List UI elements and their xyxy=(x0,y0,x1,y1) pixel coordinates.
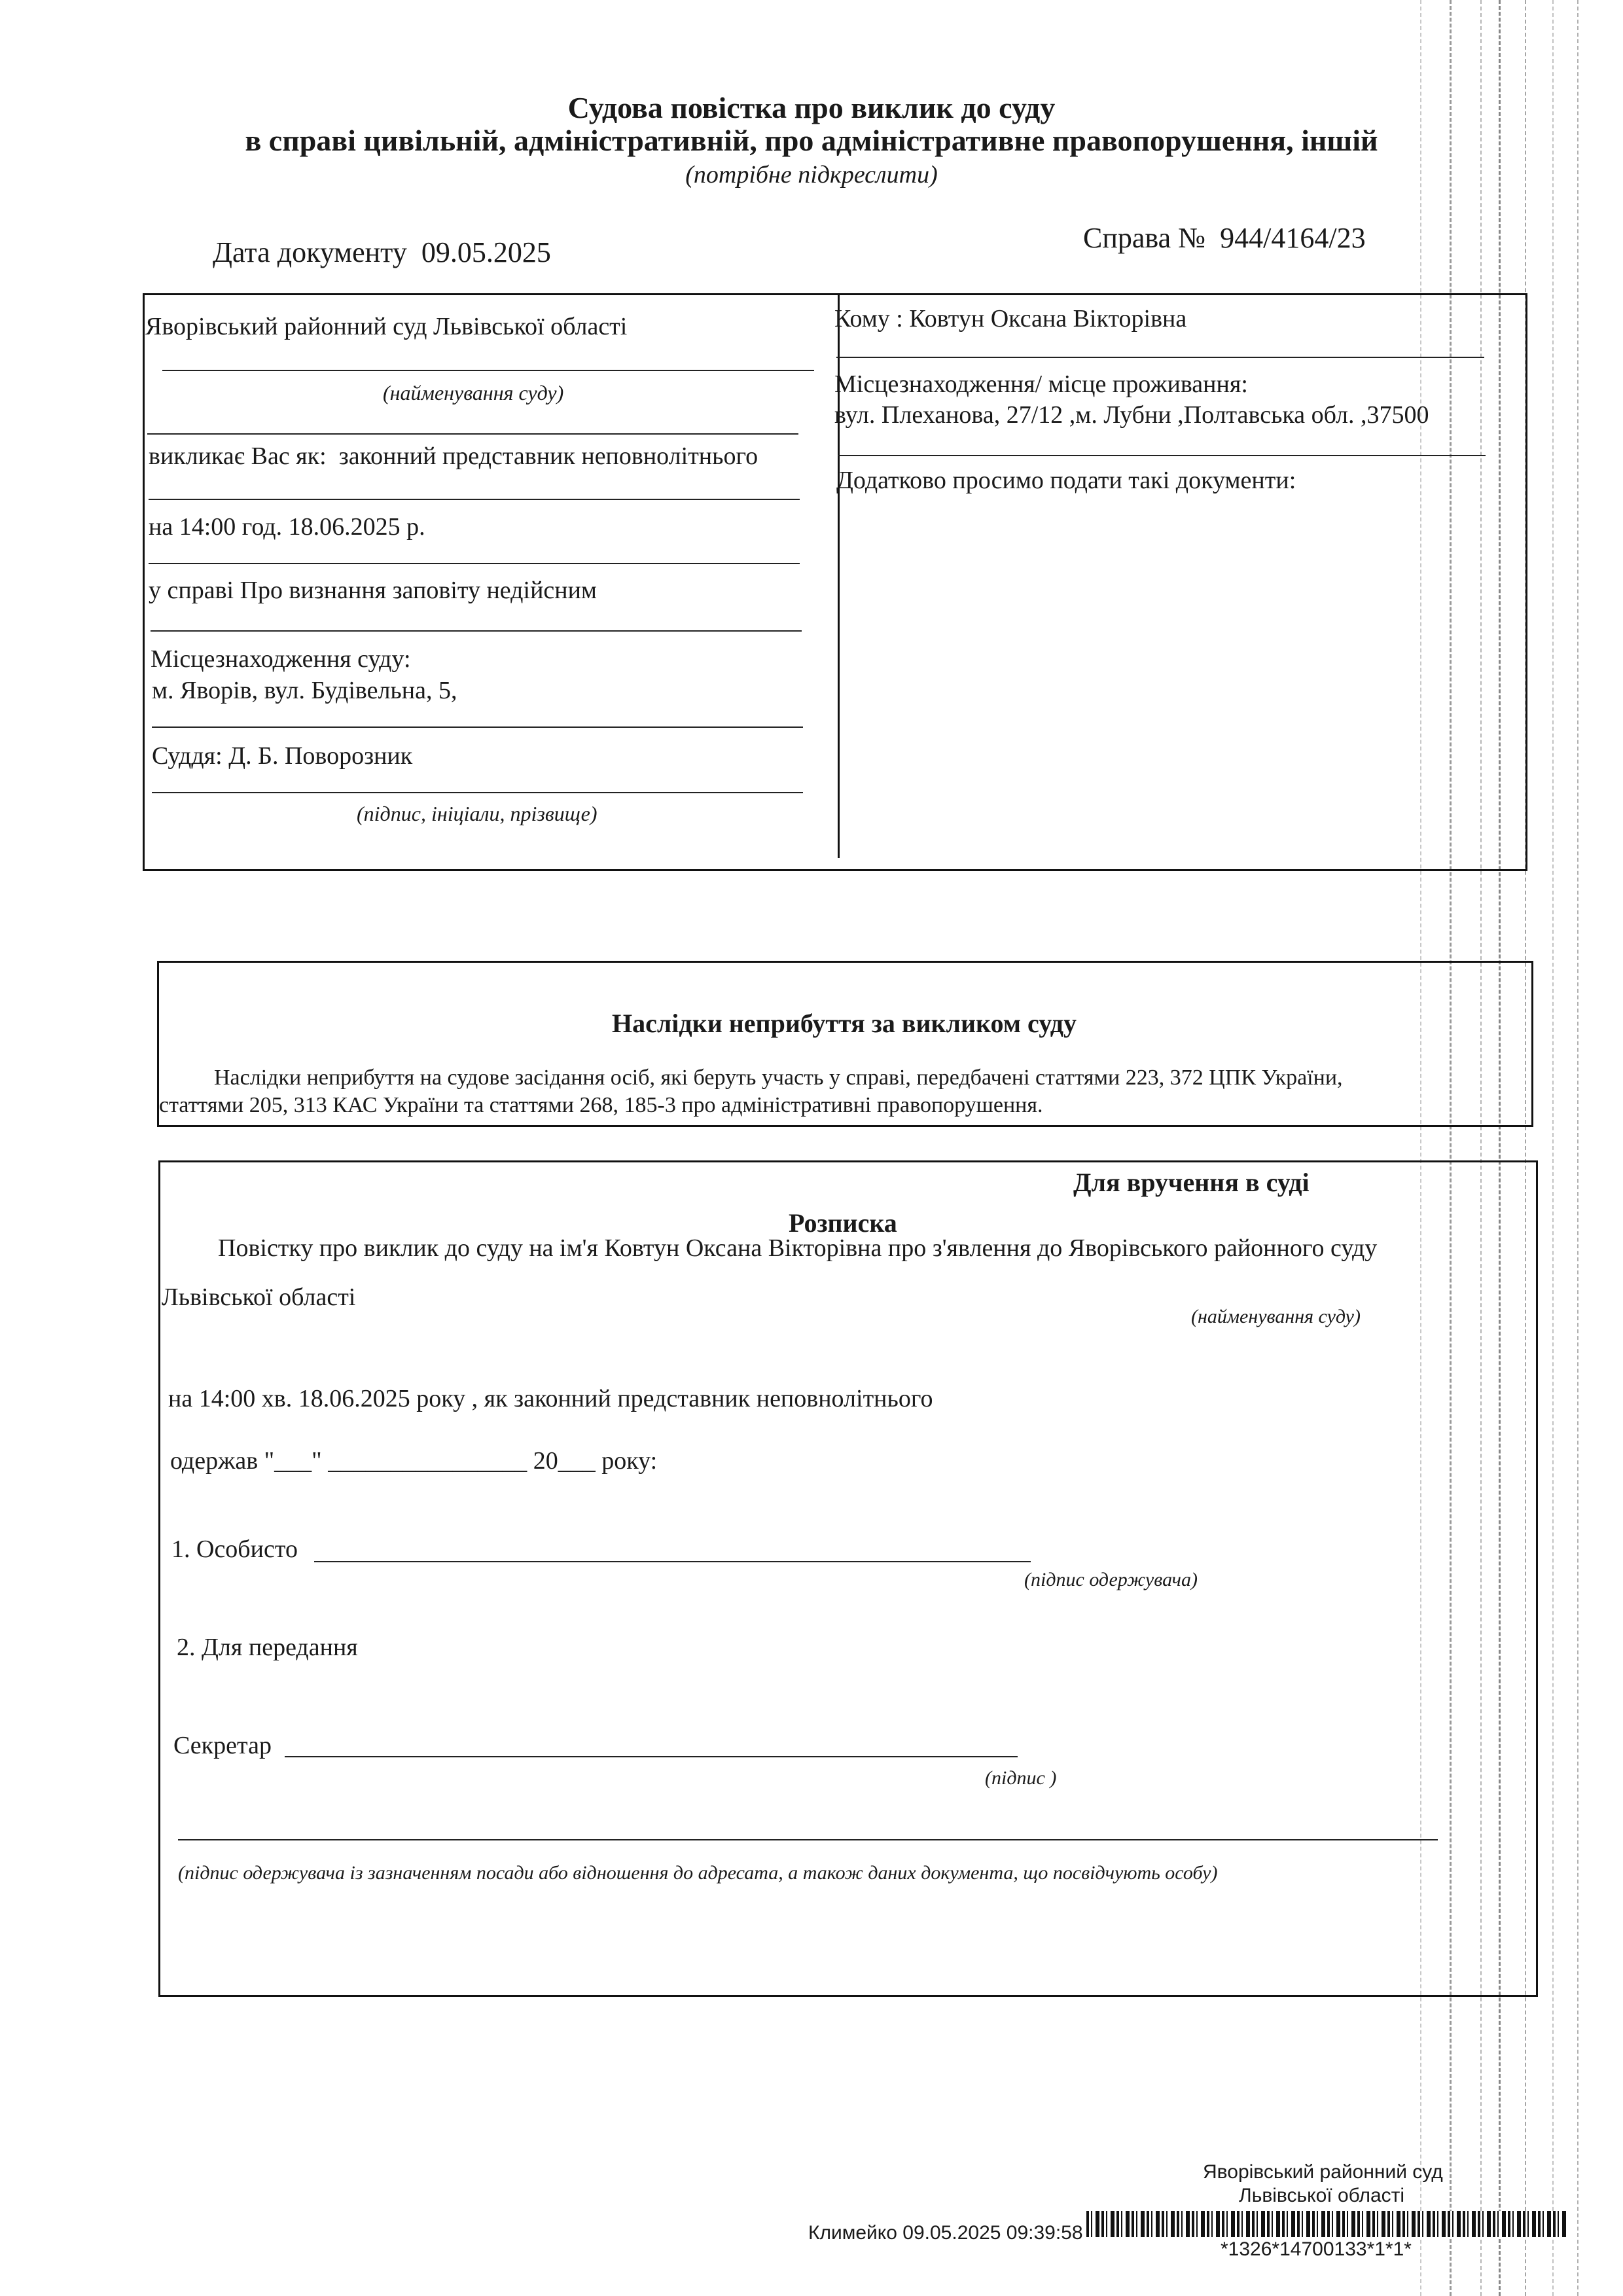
receipt-title: Розписка xyxy=(789,1208,897,1238)
case-number-value: 944/4164/23 xyxy=(1220,222,1366,254)
footer-stamp: Климейко 09.05.2025 09:39:58 xyxy=(808,2222,1083,2244)
footer-court-line1: Яворівський районний суд xyxy=(1203,2161,1443,2183)
judge-caption: (підпис, ініціали, прізвище) xyxy=(357,802,597,825)
receipt-time-line: на 14:00 хв. 18.06.2025 року , як законний представник неповнолітнього xyxy=(168,1385,933,1412)
document-date-value: 09.05.2025 xyxy=(421,236,551,268)
case-subject: у справі Про визнання заповіту недійсним xyxy=(149,577,597,604)
receipt-secretary-label: Секретар xyxy=(173,1732,272,1759)
document-title-note: (потрібне підкреслити) xyxy=(685,161,938,188)
court-caption-underline xyxy=(147,433,798,435)
hearing-time: на 14:00 год. 18.06.2025 р. xyxy=(149,513,425,541)
documents-request: Додатково просимо подати такі документи: xyxy=(836,467,1296,494)
receipt-bottom-caption: (підпис одержувача із зазначенням посади або відношення до адресата, а також даних документа, що посвідчують особу) xyxy=(178,1862,1218,1884)
summons-role-underline xyxy=(149,499,800,500)
receipt-line1: Повістку про виклик до суду на ім'я Ковтун Оксана Вікторівна про з'явлення до Яворівського районного суду xyxy=(218,1234,1378,1262)
consequences-title: Наслідки неприбуття за викликом суду xyxy=(612,1009,1077,1038)
document-date xyxy=(213,236,551,269)
document-title-line2: в справі цивільній, адміністративній, про адміністративне правопорушення, іншій xyxy=(245,124,1378,157)
receipt-personal-label: 1. Особисто xyxy=(171,1535,298,1563)
residence-value: вул. Плеханова, 27/12 ,м. Лубни ,Полтавська обл. ,37500 xyxy=(834,401,1429,429)
consequences-text-line2: статтями 205, 313 КАС України та статтями 268, 185-3 про адміністративні правопорушення. xyxy=(159,1093,1043,1117)
hearing-time-underline xyxy=(149,563,800,564)
court-location-value: м. Яворів, вул. Будівельна, 5, xyxy=(152,677,457,704)
court-name: Яворівський районний суд Львівської області xyxy=(145,313,628,340)
recipient xyxy=(834,304,1186,333)
case-number xyxy=(1083,221,1366,255)
receipt-personal-caption: (підпис одержувача) xyxy=(1024,1569,1198,1590)
footer-barcode xyxy=(1086,2211,1567,2237)
case-subject-underline xyxy=(151,630,802,632)
receipt-transfer-label: 2. Для передання xyxy=(177,1634,358,1661)
summons-role-label: викликає Вас як: xyxy=(149,442,327,470)
scan-artifact-line xyxy=(1552,0,1554,2296)
recipient-label: Кому : xyxy=(834,305,903,332)
receipt-for-court: Для вручення в суді xyxy=(1073,1168,1310,1197)
document-title-line1: Судова повістка про виклик до суду xyxy=(567,91,1056,124)
receipt-secretary-signature-line xyxy=(285,1756,1018,1757)
scan-artifact-line xyxy=(1577,0,1578,2296)
receipt-bottom-signature-line xyxy=(178,1839,1438,1840)
court-name-caption: (найменування суду) xyxy=(383,381,564,404)
receipt-secretary-caption: (підпис ) xyxy=(985,1767,1057,1789)
summons-role xyxy=(149,442,758,471)
residence-underline xyxy=(838,455,1486,456)
residence-label: Місцезнаходження/ місце проживання: xyxy=(834,370,1248,398)
recipient-underline xyxy=(836,357,1484,358)
summons-role-value: законний представник неповнолітнього xyxy=(338,442,758,470)
court-location-label: Місцезнаходження суду: xyxy=(151,645,411,673)
case-number-label: Справа № xyxy=(1083,222,1206,254)
recipient-name: Ковтун Оксана Вікторівна xyxy=(909,305,1187,332)
footer-court-line2: Львівської області xyxy=(1239,2185,1405,2206)
receipt-received-line: одержав "___" ________________ 20___ року: xyxy=(170,1447,658,1475)
receipt-court-caption: (найменування суду) xyxy=(1191,1306,1361,1327)
footer-barcode-text: *1326*14700133*1*1* xyxy=(1221,2238,1412,2260)
court-location-underline xyxy=(152,726,803,728)
judge-line: Суддя: Д. Б. Поворозник xyxy=(152,742,413,770)
consequences-text-line1: Наслідки неприбуття на судове засідання осіб, які беруть участь у справі, передбачені статтями 223, 372 ЦПК України, xyxy=(214,1066,1343,1090)
receipt-line2: Львівської області xyxy=(162,1283,356,1311)
judge-underline xyxy=(152,792,803,793)
court-name-underline xyxy=(162,370,814,371)
document-date-label: Дата документу xyxy=(213,236,407,268)
receipt-personal-signature-line xyxy=(314,1561,1031,1562)
